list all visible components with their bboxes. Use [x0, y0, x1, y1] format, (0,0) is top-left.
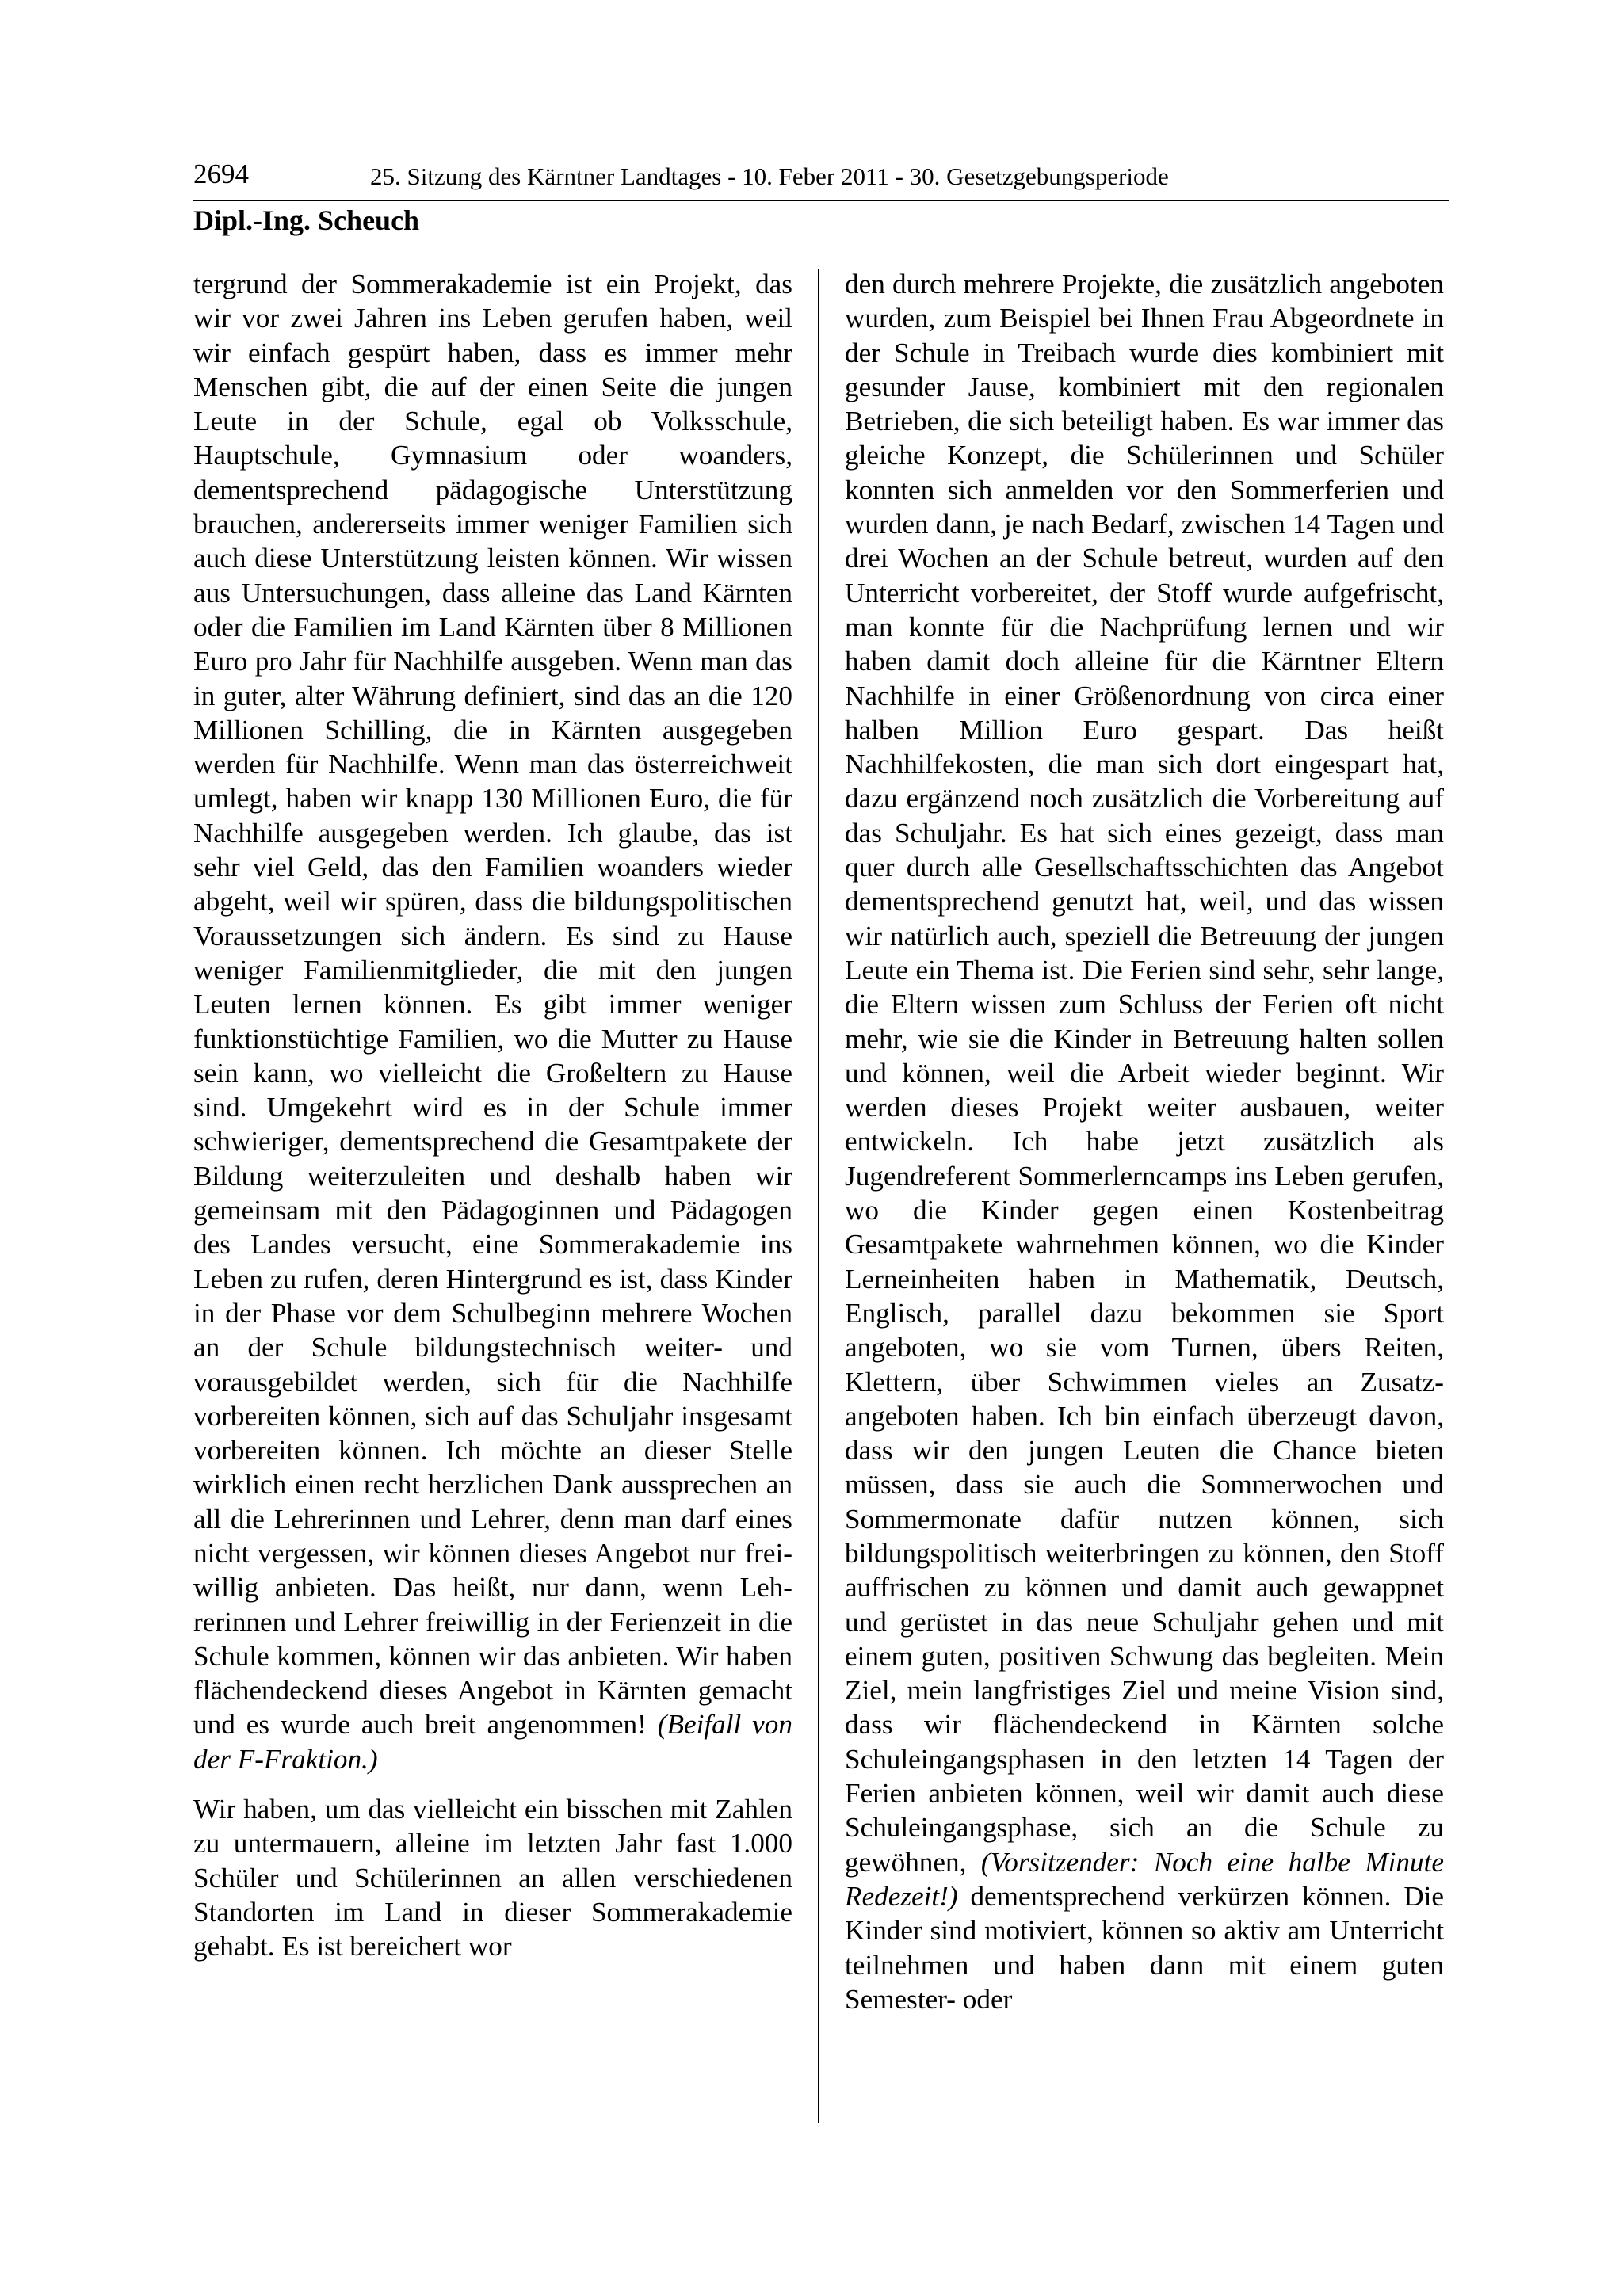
- paragraph-text: den durch mehrere Projekte, die zusätzlich angeboten wurden, zum Beispiel bei Ihnen Frau Abgeordnete in der Schule in Treibach wurde dies kombiniert mit gesunder Jause, kombiniert mit den regionalen Betrieben, die sich beteiligt haben. Es war immer das gleiche Konzept, die Schülerinnen und Schüler konnten sich anmelden vor den Sommerferien und wurden dann, je nach Bedarf, zwischen 14 Tagen und drei Wochen an der Schule betreut, wurden auf den Unterricht vorbereitet, der Stoff wurde aufgefrischt, man konnte für die Nachprüfung lernen und wir haben damit doch alleine für die Kärntner Eltern Nachhilfe in einer Größenordnung von circa einer halben Million Euro gespart. Das heißt Nachhilfekosten, die man sich dort eingespart hat, dazu ergänzend noch zusätzlich die Vorbereitung auf das Schuljahr. Es hat sich eines gezeigt, dass man quer durch alle Gesellschaftsschichten das Angebot dementsprechend genutzt hat, weil, und das wissen wir natürlich auch, speziell die Betreuung der jungen Leute ein Thema ist. Die Ferien sind sehr, sehr lange, die Eltern wissen zum Schluss der Ferien oft nicht mehr, wie sie die Kinder in Betreuung halten sollen und können, weil die Arbeit wieder beginnt. Wir werden dieses Projekt weiter ausbauen, weiter entwickeln. Ich habe jetzt zusätzlich als Jugendreferent Sommerlerncamps ins Leben gerufen, wo die Kinder gegen einen Kostenbeitrag Gesamtpakete wahrnehmen können, wo die Kinder Lerneinheiten haben in Mathematik, Deutsch, Englisch, parallel dazu bekommen sie Sport angeboten, wo sie vom Turnen, übers Reiten, Klettern, über Schwimmen vieles an Zusatzangeboten haben. Ich bin einfach überzeugt davon, dass wir den jungen Leuten die Chance bieten müssen, dass sie auch die Sommerwochen und Sommermonate dafür nutzen können, sich bildungspolitisch weiterbringen zu können, den Stoff auffrischen zu können und damit auch gewappnet und gerüstet in das neue Schuljahr gehen und mit einem guten, positiven Schwung das begleiten. Mein Ziel, mein langfristiges Ziel und meine Vision sind, dass wir flächendeckend in Kärnten solche Schuleingangsphasen in den letzten 14 Tagen der Ferien anbieten können, weil wir damit auch diese Schuleingangsphase, sich an die Schule zu gewöhnen,: [845, 269, 1444, 1878]
- paragraph-text: Wir haben, um das vielleicht ein bisschen mit Zahlen zu untermauern, alleine im letzten Jahr fast 1.000 Schüler und Schülerinnen an allen verschiedenen Standorten im Land in dieser Sommerakademie gehabt. Es ist bereichert wor: [193, 1794, 792, 1962]
- applause-remark: (Beifall von der F-Fraktion.): [193, 1709, 792, 1775]
- left-column: [193, 267, 792, 1964]
- paragraph: [193, 267, 792, 1776]
- page-number: 2694: [193, 158, 249, 189]
- paragraph: [845, 267, 1444, 2016]
- session-title: 25. Sitzung des Kärntner Landtages - 10. Feber 2011 - 30. Gesetzgebungsperiode: [370, 162, 1169, 190]
- paragraph-text: dementsprechend verkürzen können. Die Kinder sind motiviert, können so aktiv am Unterricht teilnehmen und haben dann mit einem guten Semester- oder: [845, 1880, 1444, 2015]
- chair-remark: (Vorsitzender: Noch eine halbe Minute Redezeit!): [845, 1846, 1444, 1912]
- paragraph-text: tergrund der Sommerakademie ist ein Projekt, das wir vor zwei Jahren ins Leben gerufen haben, weil wir einfach gespürt haben, dass es immer mehr Menschen gibt, die auf der einen Seite die jungen Leute in der Schule, egal ob Volksschule, Hauptschule, Gymnasium oder woanders, dementsprechend pädagogische Unterstützung brauchen, andererseits immer weniger Familien sich auch diese Unterstützung leisten können. Wir wissen aus Untersuchungen, dass alleine das Land Kärnten oder die Familien im Land Kärnten über 8 Millionen Euro pro Jahr für Nachhilfe ausgeben. Wenn man das in guter, alter Währung definiert, sind das an die 120 Millionen Schilling, die in Kärnten ausgegeben werden für Nachhilfe. Wenn man das österreichweit umlegt, haben wir knapp 130 Millionen Euro, die für Nachhilfe ausgegeben werden. Ich glaube, das ist sehr viel Geld, das den Familien woanders wieder abgeht, weil wir spüren, dass die bildungspolitischen Voraussetzungen sich ändern. Es sind zu Hause weniger Familienmitglieder, die mit den jungen Leuten lernen können. Es gibt immer weniger funktionstüchtige Familien, wo die Mutter zu Hause sein kann, wo vielleicht die Großeltern zu Hause sind. Umgekehrt wird es in der Schule immer schwieriger, dementsprechend die Gesamtpakete der Bildung weiterzuleiten und deshalb haben wir gemeinsam mit den Pädagoginnen und Pädagogen des Landes versucht, eine Sommerakademie ins Leben zu rufen, deren Hintergrund es ist, dass Kinder in der Phase vor dem Schulbeginn mehrere Wochen an der Schule bildungstechnisch weiter- und vorausgebildet werden, sich für die Nachhilfe vorbereiten können, sich auf das Schuljahr insgesamt vorbereiten können. Ich möchte an dieser Stelle wirklich einen recht herzlichen Dank aussprechen an all die Lehrerinnen und Lehrer, denn man darf eines nicht vergessen, wir können dieses Angebot nur freiwillig anbieten. Das heißt, nur dann, wenn Lehrerinnen und Lehrer freiwillig in der Ferienzeit in die Schule kommen, können wir das anbieten. Wir haben flächendeckend dieses Angebot in Kärnten gemacht und es wurde auch breit angenommen!: [193, 269, 792, 1741]
- paragraph: [193, 1792, 792, 1963]
- right-column: [845, 267, 1444, 2016]
- column-divider: [818, 269, 819, 2123]
- page-header: [193, 155, 1449, 201]
- speaker-name: Dipl.-Ing. Scheuch: [193, 204, 420, 236]
